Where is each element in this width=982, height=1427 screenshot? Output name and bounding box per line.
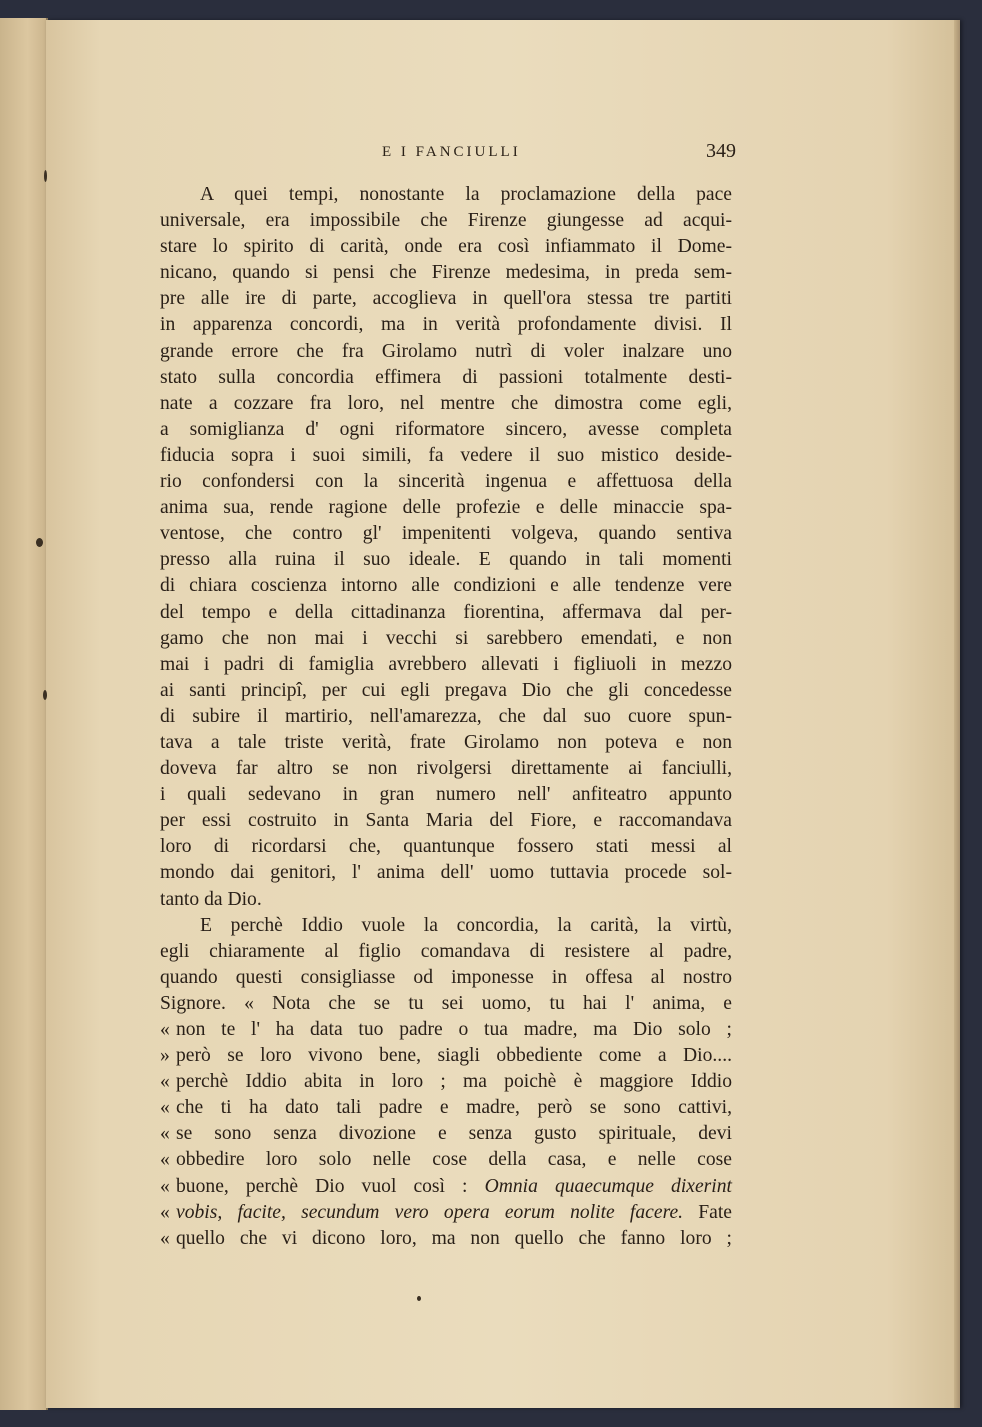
text-line: in apparenza concordi, ma in verità profondamente divisi. Il (160, 314, 732, 336)
text-line: tava a tale triste verità, frate Girolamo non poteva e non (160, 731, 732, 753)
text-line: fiducia sopra i suoi simili, fa vedere il suo mistico deside- (160, 444, 732, 466)
body-text (160, 182, 732, 1252)
text-line: i quali sedevano in gran numero nell' anfiteatro appunto (160, 784, 732, 806)
quote-text: quello che vi dicono loro, ma non quello che fanno loro ; (176, 1227, 732, 1249)
text-line: A quei tempi, nonostante la proclamazione della pace (200, 184, 732, 205)
text-line: per essi costruito in Santa Maria del Fiore, e raccomandava (160, 810, 732, 832)
guillemet: « (160, 1201, 170, 1223)
guillemet: « (160, 1019, 170, 1040)
ink-speck (44, 170, 47, 182)
text-line: a somiglianza d' ogni riformatore sincero, avesse completa (160, 418, 732, 440)
latin-quote: vobis, facite, secundum vero opera eorum nolite facere. (176, 1201, 684, 1223)
guillemet: « (160, 1123, 170, 1145)
quote-text: obbedire loro solo nelle cose della casa, e nelle cose (176, 1149, 732, 1171)
quote-text: perchè Iddio abita in loro ; ma poichè è maggiore Iddio (176, 1071, 732, 1093)
text-line: egli chiaramente al figlio comandava di resistere al padre, (160, 940, 732, 962)
guillemet: « (160, 1071, 170, 1093)
previous-page-edge (0, 18, 48, 1410)
quote-line (160, 1017, 732, 1043)
text-line: di chiara coscienza intorno alle condizioni e alle tendenze vere (160, 575, 732, 597)
guillemet: « (160, 1149, 170, 1171)
quote-line (160, 1043, 732, 1069)
text-line: pre alle ire di parte, accoglieva in quell'ora stessa tre partiti (160, 288, 732, 310)
guillemet: « (160, 1227, 170, 1249)
page-header (160, 142, 736, 166)
ink-speck (36, 538, 43, 547)
quote-line (160, 1121, 732, 1147)
text-line: ai santi principî, per cui egli pregava Dio che gli concedesse (160, 679, 732, 701)
quote-line (160, 1226, 732, 1252)
quote-line (160, 1174, 732, 1200)
text-line: presso alla ruina il suo ideale. E quando in tali momenti (160, 549, 732, 571)
page-number: 349 (706, 140, 736, 162)
text-line: rio confondersi con la sincerità ingenua e affettuosa della (160, 471, 732, 493)
guillemet: « (160, 1175, 170, 1197)
guillemet: « (160, 1097, 170, 1119)
text-line: tanto da Dio. (160, 888, 262, 910)
quote-line (160, 1069, 732, 1095)
text-line: doveva far altro se non rivolgersi direttamente ai fanciulli, (160, 758, 732, 780)
quote-line (160, 1200, 732, 1226)
text-line: anima sua, rende ragione delle profezie e delle minaccie spa- (160, 497, 732, 519)
quote-text: buone, perchè Dio vuol così : (176, 1175, 485, 1197)
quote-line (160, 1147, 732, 1173)
text-line: del tempo e della cittadinanza fiorentina, affermava dal per- (160, 601, 732, 623)
text-line: Signore. « Nota che se tu sei uomo, tu hai l' anima, e (160, 992, 732, 1014)
ink-speck (417, 1296, 421, 1301)
text-line: ventose, che contro gl' impenitenti volgeva, quando sentiva (160, 523, 732, 545)
text-line: universale, era impossibile che Firenze giungesse ad acqui- (160, 210, 732, 232)
page-fore-edge (954, 20, 960, 1408)
text-line: mondo dai genitori, l' anima dell' uomo tuttavia procede sol- (160, 862, 732, 884)
quote-text: se sono senza divozione e senza gusto spirituale, devi (176, 1123, 732, 1145)
paragraph-2 (160, 913, 732, 1252)
text-line: nate a cozzare fra loro, nel mentre che dimostra come egli, (160, 392, 732, 414)
quote-text: Fate (683, 1201, 732, 1223)
latin-quote: Omnia quaecumque dixerint (484, 1175, 732, 1197)
running-title: E I FANCIULLI (382, 144, 521, 160)
text-line: loro di ricordarsi che, quantunque fossero stati messi al (160, 836, 732, 858)
text-line: nicano, quando si pensi che Firenze medesima, in preda sem- (160, 262, 732, 284)
paragraph-1 (160, 182, 732, 913)
text-line: di subire il martirio, nell'amarezza, che dal suo cuore spun- (160, 705, 732, 727)
ink-speck (43, 690, 47, 700)
quote-text: che ti ha dato tali padre e madre, però se sono cattivi, (176, 1097, 732, 1119)
text-line: gamo che non mai i vecchi si sarebbero emendati, e non (160, 627, 732, 649)
quote-line (160, 1095, 732, 1121)
text-line: mai i padri di famiglia avrebbero allevati i figliuoli in mezzo (160, 653, 732, 675)
guillemet: » (160, 1045, 170, 1067)
text-line: stato sulla concordia effimera di passioni totalmente desti- (160, 366, 732, 388)
text-line: stare lo spirito di carità, onde era così infiammato il Dome- (160, 236, 732, 258)
quote-text: non te l' ha data tuo padre o tua madre, ma Dio solo ; (176, 1019, 732, 1040)
quote-text: però se loro vivono bene, siagli obbediente come a Dio.... (176, 1045, 732, 1067)
text-line: quando questi consigliasse od imponesse in offesa al nostro (160, 966, 732, 988)
text-line: grande errore che fra Girolamo nutrì di voler inalzare uno (160, 340, 732, 362)
text-line: E perchè Iddio vuole la concordia, la carità, la virtù, (200, 914, 732, 936)
